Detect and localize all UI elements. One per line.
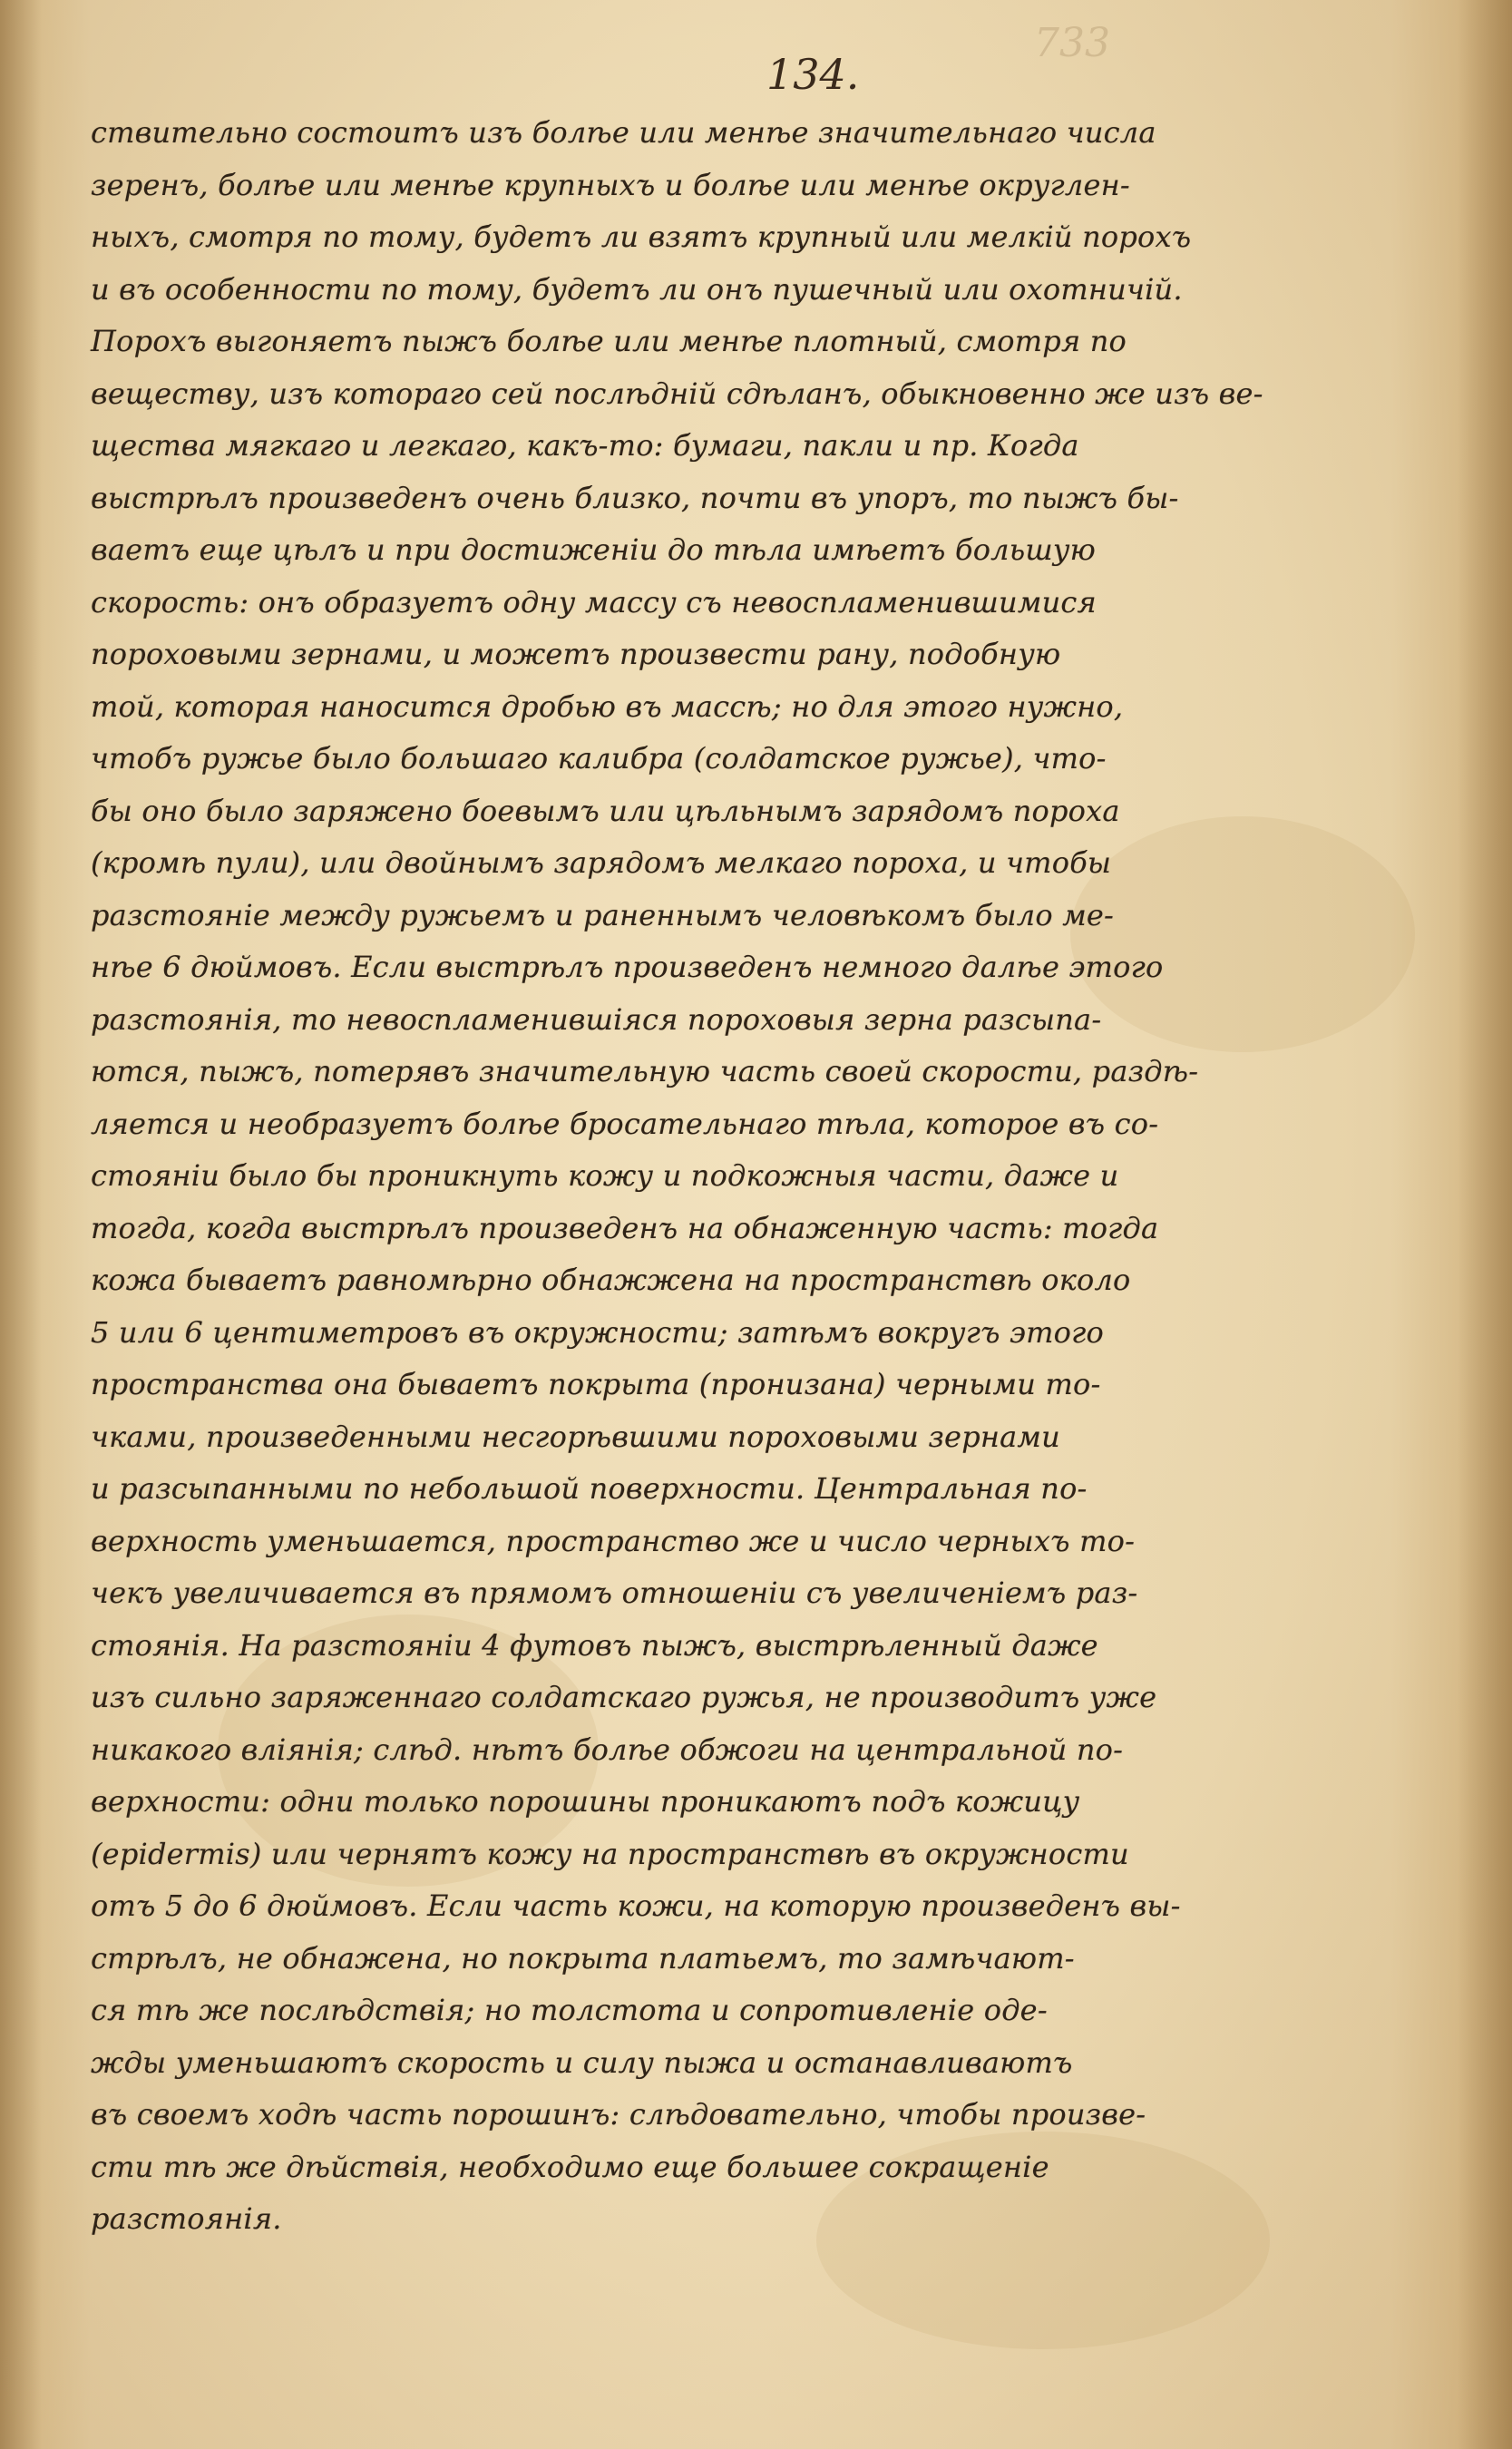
manuscript-line: и разсыпанными по небольшой поверхности. Центральная по- — [91, 1471, 1088, 1506]
manuscript-line: бы оно было заряжено боевымъ или цѣльнымъ зарядомъ пороха — [91, 793, 1120, 828]
manuscript-line: разстояніе между ружьемъ и раненнымъ человѣкомъ было ме- — [91, 897, 1115, 932]
manuscript-line: жды уменьшаютъ скорость и силу пыжа и останавливаютъ — [91, 2044, 1073, 2080]
manuscript-line: выстрѣлъ произведенъ очень близко, почти въ упоръ, то пыжъ бы- — [91, 480, 1179, 515]
manuscript-line: зеренъ, болѣе или менѣе крупныхъ и болѣе или менѣе округлен- — [91, 167, 1130, 202]
manuscript-line: ляется и необразуетъ болѣе бросательнаго тѣла, которое въ со- — [91, 1106, 1159, 1141]
manuscript-line: разстоянія. — [91, 2201, 282, 2236]
manuscript-line: скорость: онъ образуетъ одну массу съ невоспламенившимися — [91, 584, 1097, 620]
manuscript-line: отъ 5 до 6 дюймовъ. Если часть кожи, на которую произведенъ вы- — [91, 1888, 1181, 1923]
page-edge-shadow-left — [0, 0, 42, 2449]
manuscript-line: кожа бываетъ равномѣрно обнажжена на пространствѣ около — [91, 1263, 1131, 1297]
manuscript-line: ваетъ еще цѣлъ и при достиженіи до тѣла имѣетъ большую — [91, 532, 1097, 567]
manuscript-line: ются, пыжъ, потерявъ значительную часть своей скорости, раздѣ- — [91, 1054, 1199, 1088]
manuscript-line: пространства она бываетъ покрыта (пронизана) черными то- — [91, 1367, 1101, 1401]
manuscript-line: стояніи было бы проникнуть кожу и подкожныя части, даже и — [91, 1158, 1119, 1193]
manuscript-text-block — [91, 107, 1469, 2246]
manuscript-line: чками, произведенными несгорѣвшими пороховыми зернами — [91, 1419, 1060, 1454]
manuscript-line: чтобъ ружье было большаго калибра (солдатское ружье), что- — [91, 741, 1107, 776]
manuscript-line: стоянія. На разстояніи 4 футовъ пыжъ, выстрѣленный даже — [91, 1627, 1098, 1663]
manuscript-line: той, которая наносится дробью въ массѣ; но для этого нужно, — [91, 688, 1124, 724]
manuscript-line: въ своемъ ходѣ часть порошинъ: слѣдовательно, чтобы произве- — [91, 2097, 1146, 2132]
manuscript-line: верхность уменьшается, пространство же и число черныхъ то- — [91, 1523, 1136, 1558]
manuscript-line: разстоянія, то невоспламенившіяся пороховыя зерна разсыпа- — [91, 1001, 1102, 1037]
manuscript-line: Порохъ выгоняетъ пыжъ болѣе или менѣе плотный, смотря по — [91, 324, 1127, 358]
manuscript-line: (epidermis) или чернятъ кожу на пространствѣ въ окружности — [91, 1836, 1129, 1871]
manuscript-line: ныхъ, смотря по тому, будетъ ли взятъ крупный или мелкій порохъ — [91, 220, 1192, 254]
manuscript-line: тогда, когда выстрѣлъ произведенъ на обнаженную часть: тогда — [91, 1210, 1159, 1245]
manuscript-line: веществу, изъ котораго сей послѣдній сдѣланъ, обыкновенно же изъ ве- — [91, 376, 1263, 411]
page-number: 134. — [766, 50, 860, 99]
manuscript-line: чекъ увеличивается въ прямомъ отношеніи съ увеличеніемъ раз- — [91, 1576, 1138, 1610]
manuscript-line: пороховыми зернами, и можетъ произвести рану, подобную — [91, 637, 1061, 671]
manuscript-line: нѣе 6 дюймовъ. Если выстрѣлъ произведенъ немного далѣе этого — [91, 950, 1164, 984]
manuscript-line: 5 или 6 центиметровъ въ окружности; затѣмъ вокругъ этого — [91, 1314, 1104, 1350]
manuscript-line: щества мягкаго и легкаго, какъ-то: бумаги, пакли и пр. Когда — [91, 428, 1079, 463]
manuscript-line: изъ сильно заряженнаго солдатскаго ружья, не производитъ уже — [91, 1680, 1157, 1714]
manuscript-line: ся тѣ же послѣдствія; но толстота и сопротивленіе оде- — [91, 1993, 1048, 2027]
manuscript-line: и въ особенности по тому, будетъ ли онъ пушечный или охотничій. — [91, 271, 1183, 307]
manuscript-line: ствительно состоитъ изъ болѣе или менѣе значительнаго числа — [91, 115, 1156, 150]
manuscript-line: (кромѣ пули), или двойнымъ зарядомъ мелкаго пороха, и чтобы — [91, 845, 1112, 880]
manuscript-line: верхности: одни только порошины проникаютъ подъ кожицу — [91, 1784, 1080, 1819]
manuscript-line: никакого вліянія; слѣд. нѣтъ болѣе обжоги на центральной по- — [91, 1732, 1124, 1767]
bleed-through-mark: 733 — [1034, 20, 1110, 66]
manuscript-line: сти тѣ же дѣйствія, необходимо еще большее сокращеніе — [91, 2149, 1049, 2184]
manuscript-line: стрѣлъ, не обнажена, но покрыта платьемъ, то замѣчают- — [91, 1940, 1075, 1976]
